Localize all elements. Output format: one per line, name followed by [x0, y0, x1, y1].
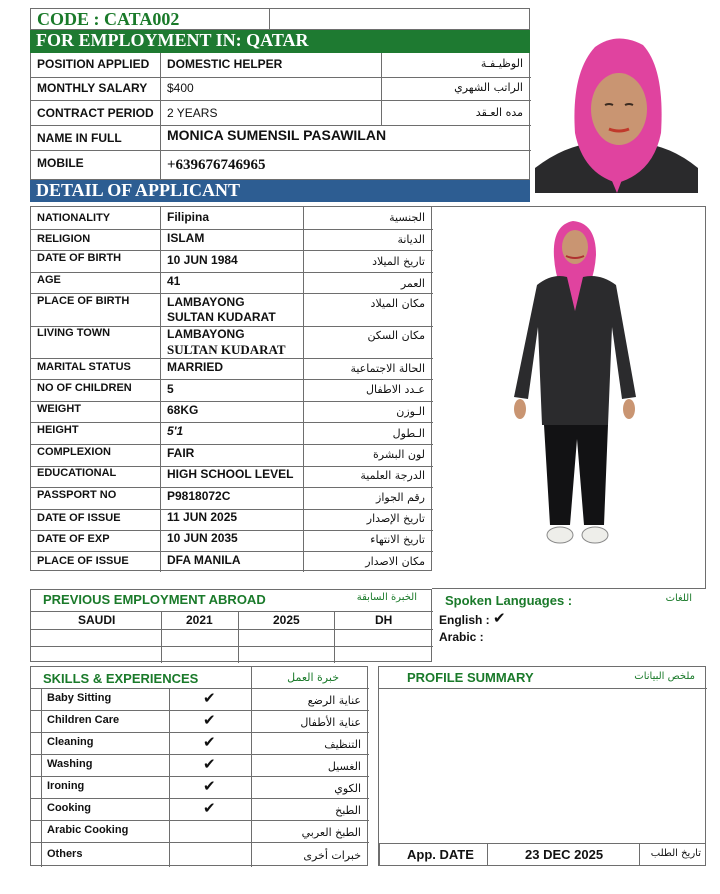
app-date-label: App. DATE	[407, 847, 474, 862]
skill-label-ar: الغسيل	[327, 760, 361, 773]
place-of-issue-ar: مكان الاصدار	[365, 555, 425, 568]
skill-check-icon: ✔	[203, 689, 216, 707]
employment-banner-text: FOR EMPLOYMENT IN: QATAR	[36, 30, 309, 50]
marital-status-value: MARRIED	[167, 360, 223, 374]
living-town-value-2: SULTAN KUDARAT	[167, 342, 286, 357]
height-value: 5'1	[167, 424, 184, 438]
spoken-languages	[432, 589, 706, 662]
english-label: English :	[439, 613, 490, 627]
salary-label-ar: الراتب الشهري	[454, 81, 523, 94]
app-date-row	[378, 844, 706, 866]
religion-label: RELIGION	[37, 233, 91, 245]
marital-status-label: MARITAL STATUS	[37, 361, 131, 373]
place-of-birth-value: LAMBAYONG	[167, 295, 245, 309]
place-of-issue-value: DFA MANILA	[167, 553, 241, 567]
app-date-value: 23 DEC 2025	[525, 847, 604, 862]
full-body-figure	[432, 207, 705, 590]
complexion-ar: لون البشرة	[373, 448, 425, 461]
top-fields-table	[30, 53, 530, 180]
contract-label-ar: مده العـقد	[475, 106, 523, 119]
profile-summary	[378, 666, 706, 844]
skill-label: Arabic Cooking	[47, 824, 129, 836]
skill-check-icon: ✔	[203, 777, 216, 795]
complexion-value: FAIR	[167, 446, 195, 460]
portrait-photo	[535, 33, 698, 193]
age-value: 41	[167, 274, 181, 288]
skill-check-icon: ✔	[203, 755, 216, 773]
skill-label: Cleaning	[47, 736, 94, 748]
issue-date-value: 11 JUN 2025	[167, 510, 238, 524]
skill-label: Others	[47, 848, 83, 860]
previous-employment-title: PREVIOUS EMPLOYMENT ABROAD	[43, 592, 266, 607]
children-value: 5	[167, 382, 174, 396]
languages-title-ar: اللغات	[665, 593, 692, 604]
contract-label: CONTRACT PERIOD	[37, 106, 154, 120]
code-bar	[30, 8, 530, 30]
skill-check-icon: ✔	[203, 711, 216, 729]
skill-label: Children Care	[47, 714, 120, 726]
skills-title: SKILLS & EXPERIENCES	[43, 671, 199, 686]
skills-table	[30, 666, 368, 866]
detail-banner	[30, 180, 530, 202]
languages-title: Spoken Languages :	[445, 593, 573, 608]
living-town-value: LAMBAYONG	[167, 327, 245, 341]
profile-summary-title-ar: ملخص البيانات	[634, 671, 695, 682]
portrait-figure	[535, 33, 698, 193]
place-of-birth-value-2: SULTAN KUDARAT	[167, 310, 276, 324]
skill-label: Washing	[47, 758, 93, 770]
previous-employment	[30, 589, 432, 662]
height-ar: الـطول	[392, 427, 425, 440]
salary-value: $400	[167, 81, 194, 95]
dob-value: 10 JUN 1984	[167, 253, 238, 267]
dob-ar: تاريخ الميلاد	[372, 255, 425, 268]
issue-date-ar: تاريخ الإصدار	[366, 512, 425, 525]
place-of-birth-label: PLACE OF BIRTH	[37, 295, 130, 307]
education-ar: الدرجة العلمية	[360, 469, 425, 482]
height-label: HEIGHT	[37, 424, 79, 436]
position-value: DOMESTIC HELPER	[167, 57, 283, 71]
age-ar: العمر	[400, 277, 425, 290]
skill-label-ar: عناية الأطفال	[300, 716, 361, 729]
skill-label-ar: خبرات أخرى	[303, 849, 361, 862]
english-check-icon: ✔	[493, 609, 506, 627]
name-label: NAME IN FULL	[37, 131, 122, 145]
prev-from-year: 2021	[186, 613, 213, 627]
weight-label: WEIGHT	[37, 403, 81, 415]
profile-summary-title: PROFILE SUMMARY	[407, 670, 534, 685]
skill-label-ar: الكوي	[334, 782, 361, 795]
skill-check-icon: ✔	[203, 799, 216, 817]
position-label: POSITION APPLIED	[37, 57, 150, 71]
skill-label-ar: الطبخ	[335, 804, 361, 817]
app-date-label-ar: تاريخ الطلب	[650, 848, 701, 859]
place-of-issue-label: PLACE OF ISSUE	[37, 555, 129, 567]
detail-banner-text: DETAIL OF APPLICANT	[36, 180, 241, 200]
skill-label: Ironing	[47, 780, 85, 792]
living-town-ar: مكان السكن	[367, 329, 425, 342]
mobile-value: +639676746965	[167, 157, 266, 173]
salary-label: MONTHLY SALARY	[37, 81, 148, 95]
nationality-label: NATIONALITY	[37, 212, 111, 224]
position-label-ar: الوظيـفـة	[480, 57, 523, 70]
skill-label-ar: عناية الرضع	[307, 694, 361, 707]
prev-to-year: 2025	[273, 613, 300, 627]
skills-title-ar: خبرة العمل	[287, 671, 339, 684]
passport-label: PASSPORT NO	[37, 489, 117, 501]
children-label: NO OF CHILDREN	[37, 382, 132, 394]
dob-label: DATE OF BIRTH	[37, 252, 122, 264]
skill-check-icon: ✔	[203, 733, 216, 751]
name-value: MONICA SUMENSIL PASAWILAN	[167, 127, 387, 143]
skill-label-ar: التنظيف	[324, 738, 361, 751]
nationality-ar: الجنسية	[389, 211, 425, 224]
arabic-label: Arabic :	[439, 630, 484, 644]
age-label: AGE	[37, 274, 61, 286]
details-table	[30, 206, 432, 571]
full-body-photo	[432, 206, 706, 589]
education-label: EDUCATIONAL	[37, 467, 117, 479]
skill-label-ar: الطبخ العربي	[301, 826, 361, 839]
prev-country: SAUDI	[78, 613, 116, 627]
contract-value: 2 YEARS	[167, 106, 218, 120]
place-of-birth-ar: مكان الميلاد	[370, 297, 425, 310]
exp-date-value: 10 JUN 2035	[167, 531, 238, 545]
previous-employment-title-ar: الخبرة السابقة	[356, 592, 417, 603]
religion-value: ISLAM	[167, 231, 205, 245]
complexion-label: COMPLEXION	[37, 446, 111, 458]
skill-label: Cooking	[47, 802, 91, 814]
issue-date-label: DATE OF ISSUE	[37, 512, 121, 524]
passport-ar: رقم الجواز	[376, 491, 425, 504]
nationality-value: Filipina	[167, 210, 209, 224]
weight-value: 68KG	[167, 403, 199, 417]
education-value: HIGH SCHOOL LEVEL	[167, 467, 294, 481]
religion-ar: الديانة	[397, 233, 425, 246]
children-ar: عـدد الاطفال	[366, 383, 425, 396]
skill-label: Baby Sitting	[47, 692, 112, 704]
living-town-label: LIVING TOWN	[37, 327, 111, 339]
exp-date-label: DATE OF EXP	[37, 533, 110, 545]
mobile-label: MOBILE	[37, 156, 84, 170]
passport-value: P9818072C	[167, 489, 231, 503]
marital-status-ar: الحالة الاجتماعية	[350, 362, 425, 375]
weight-ar: الـوزن	[396, 405, 425, 418]
employment-banner	[30, 30, 530, 53]
application-code: CODE : CATA002	[37, 9, 180, 29]
exp-date-ar: تاريخ الانتهاء	[370, 533, 425, 546]
prev-position: DH	[375, 613, 393, 627]
